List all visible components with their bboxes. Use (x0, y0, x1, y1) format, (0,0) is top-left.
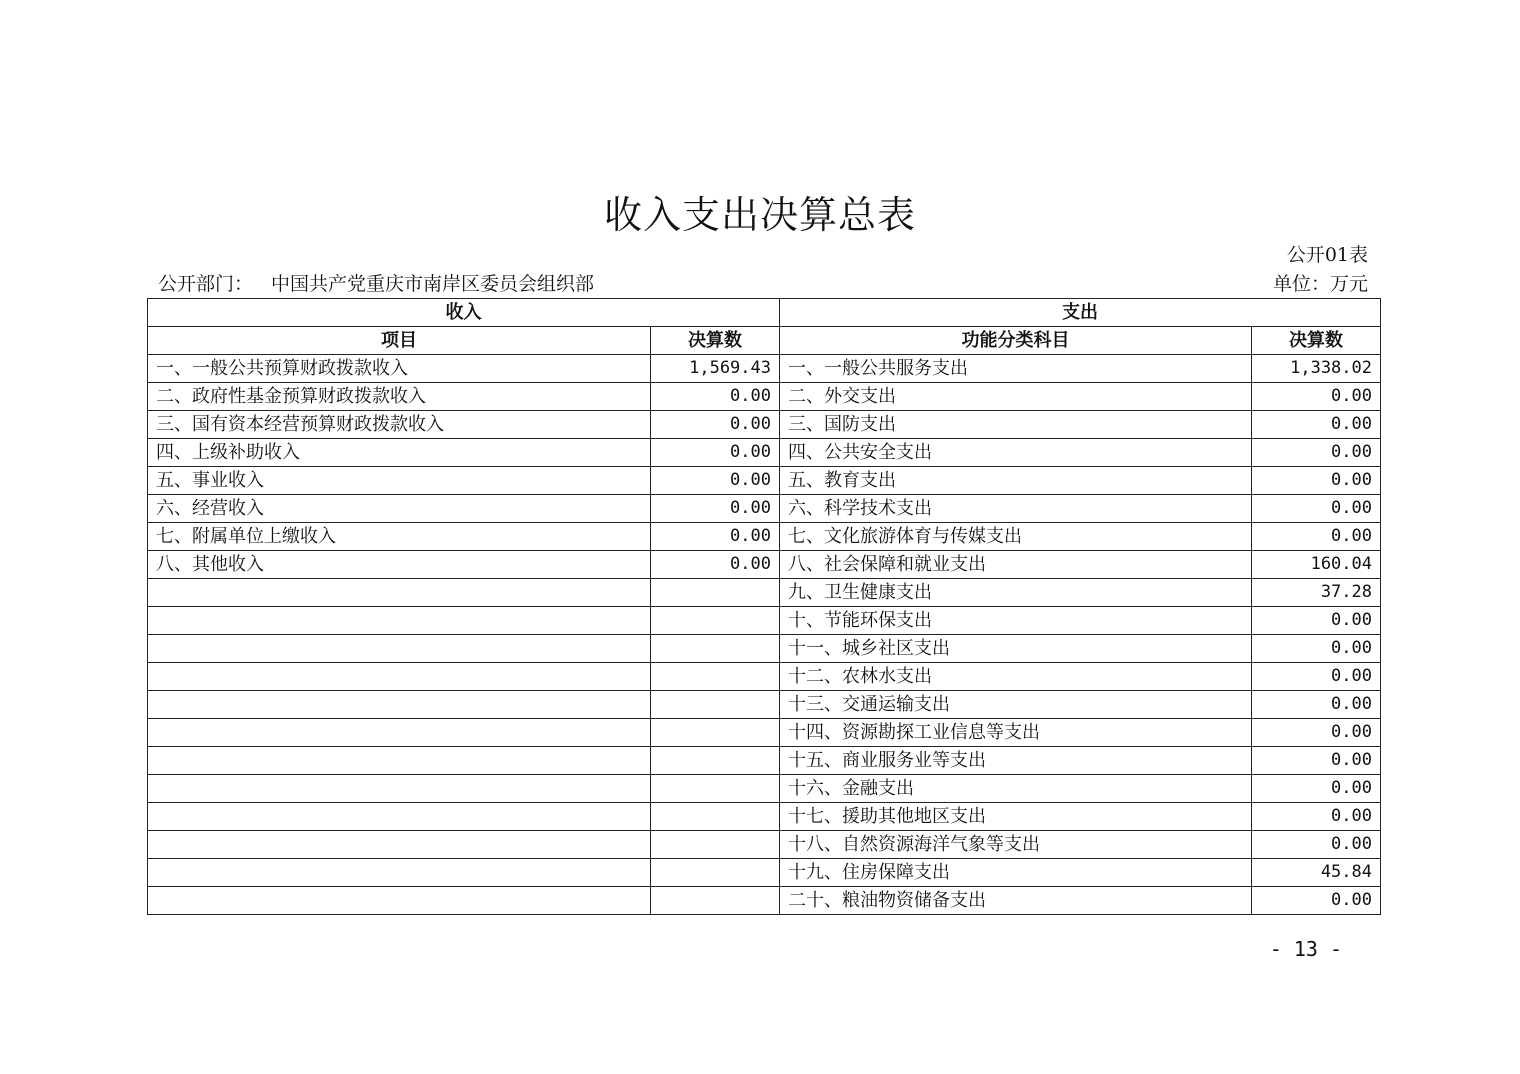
department-line (158, 271, 594, 297)
expense-item-cell: 十四、资源勘探工业信息等支出 (780, 719, 1252, 747)
income-group-header: 收入 (148, 299, 780, 327)
expense-amount-cell: 0.00 (1252, 439, 1381, 467)
expense-amount-cell: 0.00 (1252, 747, 1381, 775)
table-row (148, 439, 1381, 467)
income-amount-cell: 0.00 (651, 411, 780, 439)
table-row (148, 355, 1381, 383)
expense-item-cell: 十、节能环保支出 (780, 607, 1252, 635)
income-item-cell: 五、事业收入 (148, 467, 651, 495)
expense-amount-cell: 0.00 (1252, 383, 1381, 411)
expense-item-cell: 十一、城乡社区支出 (780, 635, 1252, 663)
expense-item-cell: 六、科学技术支出 (780, 495, 1252, 523)
income-item-cell: 四、上级补助收入 (148, 439, 651, 467)
income-amount-cell: 0.00 (651, 551, 780, 579)
page-title: 收入支出决算总表 (603, 193, 916, 237)
expense-item-cell: 三、国防支出 (780, 411, 1252, 439)
table-row (148, 551, 1381, 579)
expense-item-cell: 八、社会保障和就业支出 (780, 551, 1252, 579)
form-code: 公开01表 (1286, 244, 1368, 266)
income-item-cell (148, 635, 651, 663)
income-item-header: 项目 (148, 327, 651, 355)
income-item-cell (148, 747, 651, 775)
table-row (148, 775, 1381, 803)
expense-item-cell: 二、外交支出 (780, 383, 1252, 411)
income-amount-cell (651, 859, 780, 887)
income-item-cell (148, 859, 651, 887)
income-item-cell (148, 691, 651, 719)
expense-amount-cell: 0.00 (1252, 691, 1381, 719)
table-row (148, 719, 1381, 747)
table-row (148, 691, 1381, 719)
table-row (148, 859, 1381, 887)
expense-item-cell: 四、公共安全支出 (780, 439, 1252, 467)
income-amount-cell: 0.00 (651, 383, 780, 411)
income-amount-header: 决算数 (651, 327, 780, 355)
table-row (148, 383, 1381, 411)
expense-amount-header: 决算数 (1252, 327, 1381, 355)
expense-item-cell: 一、一般公共服务支出 (780, 355, 1252, 383)
income-amount-cell (651, 831, 780, 859)
income-item-cell (148, 663, 651, 691)
table-row (148, 579, 1381, 607)
table-row (148, 495, 1381, 523)
expense-item-cell: 十三、交通运输支出 (780, 691, 1252, 719)
income-amount-cell (651, 635, 780, 663)
expense-amount-cell: 0.00 (1252, 803, 1381, 831)
expense-amount-cell: 37.28 (1252, 579, 1381, 607)
table-body (148, 355, 1381, 915)
income-amount-cell (651, 719, 780, 747)
income-item-cell: 二、政府性基金预算财政拨款收入 (148, 383, 651, 411)
expense-item-cell: 十七、援助其他地区支出 (780, 803, 1252, 831)
table-row (148, 467, 1381, 495)
income-amount-cell: 0.00 (651, 523, 780, 551)
income-expense-table (147, 298, 1381, 915)
income-amount-cell (651, 579, 780, 607)
income-item-cell (148, 775, 651, 803)
expense-amount-cell: 0.00 (1252, 719, 1381, 747)
expense-amount-cell: 0.00 (1252, 663, 1381, 691)
expense-item-cell: 十八、自然资源海洋气象等支出 (780, 831, 1252, 859)
income-item-cell (148, 887, 651, 915)
expense-amount-cell: 45.84 (1252, 859, 1381, 887)
expense-amount-cell: 0.00 (1252, 467, 1381, 495)
expense-amount-cell: 0.00 (1252, 495, 1381, 523)
expense-amount-cell: 0.00 (1252, 635, 1381, 663)
table-row (148, 803, 1381, 831)
income-amount-cell (651, 607, 780, 635)
expense-amount-cell: 0.00 (1252, 523, 1381, 551)
income-amount-cell (651, 775, 780, 803)
expense-item-cell: 十二、农林水支出 (780, 663, 1252, 691)
income-item-cell: 六、经营收入 (148, 495, 651, 523)
expense-amount-cell: 0.00 (1252, 607, 1381, 635)
expense-item-cell: 十九、住房保障支出 (780, 859, 1252, 887)
unit-label: 单位：万元 (1272, 273, 1368, 295)
income-item-cell: 三、国有资本经营预算财政拨款收入 (148, 411, 651, 439)
income-item-cell (148, 831, 651, 859)
expense-amount-cell: 0.00 (1252, 411, 1381, 439)
table-row (148, 607, 1381, 635)
income-item-cell (148, 803, 651, 831)
expense-group-header: 支出 (780, 299, 1381, 327)
department-name: 中国共产党重庆市南岸区委员会组织部 (271, 273, 595, 295)
income-item-cell (148, 719, 651, 747)
table-row (148, 411, 1381, 439)
expense-amount-cell: 1,338.02 (1252, 355, 1381, 383)
income-amount-cell (651, 887, 780, 915)
expense-item-cell: 五、教育支出 (780, 467, 1252, 495)
table-row (148, 747, 1381, 775)
income-item-cell: 八、其他收入 (148, 551, 651, 579)
income-item-cell (148, 607, 651, 635)
expense-item-header: 功能分类科目 (780, 327, 1252, 355)
income-item-cell: 一、一般公共预算财政拨款收入 (148, 355, 651, 383)
income-item-cell (148, 579, 651, 607)
income-amount-cell: 1,569.43 (651, 355, 780, 383)
income-amount-cell: 0.00 (651, 467, 780, 495)
income-amount-cell: 0.00 (651, 495, 780, 523)
expense-item-cell: 七、文化旅游体育与传媒支出 (780, 523, 1252, 551)
expense-item-cell: 二十、粮油物资储备支出 (780, 887, 1252, 915)
expense-item-cell: 十六、金融支出 (780, 775, 1252, 803)
expense-amount-cell: 0.00 (1252, 831, 1381, 859)
income-amount-cell: 0.00 (651, 439, 780, 467)
page-number: - 13 - (1269, 937, 1342, 961)
column-header-row (148, 327, 1381, 355)
expense-amount-cell: 0.00 (1252, 775, 1381, 803)
income-amount-cell (651, 803, 780, 831)
table-row (148, 887, 1381, 915)
income-amount-cell (651, 747, 780, 775)
department-label: 公开部门： (158, 273, 254, 295)
expense-amount-cell: 160.04 (1252, 551, 1381, 579)
expense-item-cell: 九、卫生健康支出 (780, 579, 1252, 607)
group-header-row (148, 299, 1381, 327)
table-row (148, 663, 1381, 691)
table-row (148, 523, 1381, 551)
income-amount-cell (651, 663, 780, 691)
expense-item-cell: 十五、商业服务业等支出 (780, 747, 1252, 775)
expense-amount-cell: 0.00 (1252, 887, 1381, 915)
income-item-cell: 七、附属单位上缴收入 (148, 523, 651, 551)
income-amount-cell (651, 691, 780, 719)
table-row (148, 635, 1381, 663)
table-row (148, 831, 1381, 859)
